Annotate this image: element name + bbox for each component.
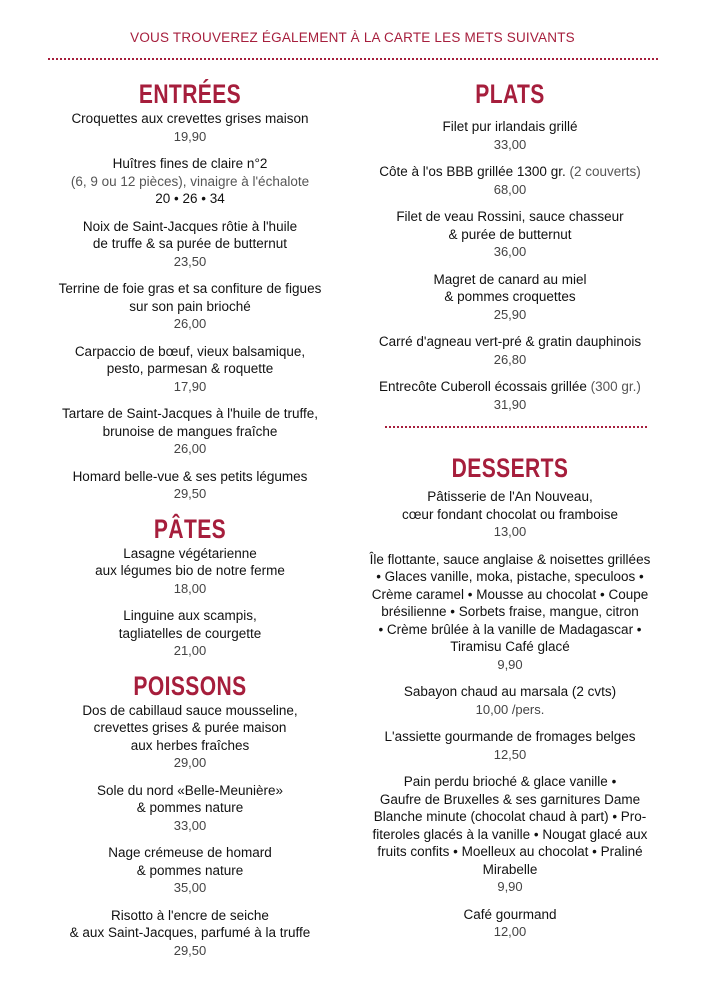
menu-item-text: & purée de butternut [448, 226, 572, 242]
menu-item-line [40, 844, 340, 862]
menu-item-text: pesto, parmesan & roquette [106, 361, 274, 376]
menu-item-line [355, 271, 665, 289]
menu-item-text: Linguine aux scampis, [123, 608, 257, 623]
menu-item-line [355, 861, 665, 879]
menu-item-text: brunoise de mangues fraîche [102, 423, 278, 439]
menu-item [40, 405, 340, 458]
menu-item-price: 31,90 [493, 396, 527, 412]
menu-item-line [40, 173, 340, 191]
menu-item-line [40, 235, 340, 253]
header-divider [48, 58, 658, 60]
menu-item-text: fiteroles glacés à la vanille • Nougat glacé aux [372, 826, 648, 842]
menu-item-price: 21,00 [173, 643, 207, 658]
menu-item-text: Noix de Saint-Jacques rôtie à l'huile [82, 218, 298, 234]
menu-item-line [40, 562, 340, 580]
menu-item-line [355, 118, 665, 136]
menu-item-line [40, 280, 340, 298]
menu-item-line [40, 625, 340, 643]
section-title-poissons: POISSONS [133, 670, 247, 701]
right-column-desserts [355, 452, 665, 951]
menu-item-price: 17,90 [173, 378, 207, 394]
menu-item [355, 683, 665, 718]
menu-item-price: 23,50 [173, 253, 207, 269]
menu-item-text: Lasagne végétarienne [123, 545, 257, 561]
menu-item-text: Côte à l'os BBB grillée 1300 gr. [379, 164, 566, 179]
menu-item-text: • Crème brûlée à la vanille de Madagascar • [378, 621, 642, 637]
menu-item [40, 782, 340, 835]
menu-item-line [40, 360, 340, 378]
menu-item-price: 9,90 [497, 656, 523, 672]
menu-item-price: 29,50 [173, 486, 207, 501]
menu-item-price: 25,90 [493, 306, 527, 322]
menu-item-text: Carré d'agneau vert-pré & gratin dauphinois [378, 334, 642, 349]
menu-item-text: cœur fondant chocolat ou framboise [401, 506, 619, 522]
menu-item-line [40, 737, 340, 755]
menu-item-portion: (2 couverts) [565, 164, 641, 179]
menu-item-text: Gaufre de Bruxelles & ses garnitures Dame [379, 791, 641, 807]
menu-item-text: brésilienne • Sorbets fraise, mangue, citron [381, 604, 639, 619]
menu-item-price: 19,90 [173, 128, 207, 144]
menu-item-price: 13,00 [493, 524, 527, 539]
menu-item [355, 378, 665, 413]
menu-item-text: Huîtres fines de claire n°2 [112, 156, 268, 171]
menu-item-line [355, 551, 665, 569]
menu-item [40, 218, 340, 271]
section-title-plats: PLATS [475, 79, 545, 109]
menu-item-price: 18,00 [173, 580, 207, 596]
menu-item-text: Café gourmand [463, 906, 557, 922]
menu-item-line [355, 506, 665, 524]
menu-item-line [40, 110, 340, 128]
menu-item-text: Île flottante, sauce anglaise & noisettes grillées [369, 551, 651, 567]
menu-item-text: crevettes grises & purée maison [93, 720, 287, 735]
menu-item-price: 26,80 [493, 351, 527, 367]
menu-item-line [355, 208, 665, 226]
menu-item-line [355, 638, 665, 656]
menu-item-line [355, 906, 665, 924]
menu-item [355, 163, 665, 198]
menu-item-text: Sole du nord «Belle-Meunière» [96, 782, 284, 798]
menu-item [40, 702, 340, 772]
menu-item-price: 29,50 [173, 942, 207, 958]
menu-item-text: • Glaces vanille, moka, pistache, speculoos • [376, 569, 644, 584]
menu-item-line [355, 288, 665, 306]
menu-item-line [355, 843, 665, 861]
menu-item-text: tagliatelles de courgette [118, 625, 262, 641]
menu-item-text: Carpaccio de bœuf, vieux balsamique, [74, 343, 306, 359]
menu-item-line [355, 728, 665, 746]
menu-item-line [40, 155, 340, 173]
menu-item-text: & pommes nature [136, 800, 244, 815]
menu-item-line [40, 423, 340, 441]
menu-item-line [40, 190, 340, 208]
menu-item [40, 155, 340, 208]
menu-item-text: Terrine de foie gras et sa confiture de figues [58, 281, 322, 296]
menu-item-line [40, 862, 340, 880]
menu-item-price: 26,00 [173, 441, 207, 456]
menu-item-text: Sabayon chaud au marsala (2 cvts) [403, 684, 617, 699]
menu-item-text: de truffe & sa purée de butternut [92, 236, 288, 251]
menu-item-text: Dos de cabillaud sauce mousseline, [82, 702, 298, 718]
section-title-entrees: ENTRÉES [138, 79, 242, 109]
menu-item-text: Nage crémeuse de homard [108, 845, 272, 860]
menu-item-line [40, 545, 340, 563]
menu-item [355, 551, 665, 674]
menu-item-line [40, 405, 340, 423]
menu-item-text: Entrecôte Cuberoll écossais grillée [379, 379, 587, 394]
menu-item-text: Mirabelle [482, 861, 538, 877]
menu-item-text: Croquettes aux crevettes grises maison [71, 111, 309, 126]
menu-item [355, 333, 665, 368]
menu-item-line [355, 488, 665, 506]
menu-item-line [40, 343, 340, 361]
menu-item [40, 280, 340, 333]
menu-item-price: 12,00 [493, 924, 527, 939]
menu-item-text: & pommes nature [136, 862, 244, 878]
menu-item [355, 773, 665, 896]
menu-item-text: aux légumes bio de notre ferme [95, 563, 285, 578]
menu-item-text: (6, 9 ou 12 pièces), vinaigre à l'échalote [70, 173, 310, 189]
menu-item [355, 271, 665, 324]
left-column [40, 78, 340, 969]
menu-item [355, 728, 665, 763]
menu-item-text: Blanche minute (chocolat chaud à part) • Pro- [373, 809, 647, 824]
menu-item-price: 12,50 [493, 746, 527, 762]
menu-item [40, 110, 340, 145]
menu-item-price: 36,00 [493, 244, 527, 259]
menu-item [355, 118, 665, 153]
menu-item-line [355, 808, 665, 826]
menu-item-text: Crème caramel • Mousse au chocolat • Coupe [371, 586, 649, 602]
menu-item [40, 607, 340, 660]
menu-item-price: 26,00 [173, 316, 207, 331]
menu-item-text: fruits confits • Moelleux au chocolat • Praliné [377, 844, 643, 859]
menu-item-line [40, 907, 340, 925]
menu-item-line [40, 782, 340, 800]
menu-item [40, 844, 340, 897]
menu-item [355, 488, 665, 541]
menu-item-text: Homard belle-vue & ses petits légumes [72, 468, 308, 484]
menu-item-line [40, 702, 340, 720]
menu-item [355, 208, 665, 261]
menu-item-portion: (300 gr.) [586, 379, 641, 394]
menu-item-line [355, 333, 665, 351]
menu-item-text: & aux Saint-Jacques, parfumé à la truffe [69, 925, 311, 940]
menu-item-text: Filet de veau Rossini, sauce chasseur [396, 209, 624, 224]
menu-item-line [40, 924, 340, 942]
menu-item-text: 20 • 26 • 34 [155, 191, 225, 206]
menu-item-line [355, 683, 665, 701]
menu-item-line [355, 826, 665, 844]
menu-item-line [355, 586, 665, 604]
menu-item-line [40, 799, 340, 817]
page-header: VOUS TROUVEREZ ÉGALEMENT À LA CARTE LES METS SUIVANTS [130, 30, 575, 45]
right-column-plats [355, 78, 665, 423]
section-title-desserts: DESSERTS [451, 453, 569, 483]
menu-item [40, 545, 340, 598]
menu-item-text: sur son pain brioché [129, 298, 251, 314]
menu-item-line [355, 791, 665, 809]
menu-item [355, 906, 665, 941]
menu-item-price: 29,00 [173, 755, 207, 770]
plats-desserts-divider [385, 426, 647, 428]
menu-item-price: 68,00 [493, 181, 527, 197]
menu-item-price: 35,00 [173, 880, 207, 895]
menu-item-line [40, 298, 340, 316]
menu-item-text: & pommes croquettes [444, 289, 576, 304]
menu-item-line [355, 621, 665, 639]
menu-item-line [355, 603, 665, 621]
menu-item-text: Magret de canard au miel [433, 271, 587, 287]
menu-item-line [355, 226, 665, 244]
menu-item-line [355, 568, 665, 586]
menu-item-price: 33,00 [493, 136, 527, 152]
menu-item-price: 33,00 [173, 817, 207, 833]
menu-item-line [355, 773, 665, 791]
menu-item-line [355, 163, 665, 181]
menu-item-line [355, 378, 665, 396]
menu-item-line [40, 719, 340, 737]
menu-item-line [40, 468, 340, 486]
menu-item-text: Tartare de Saint-Jacques à l'huile de truffe, [62, 406, 318, 421]
section-title-pates: PÂTES [153, 513, 227, 544]
menu-item [40, 907, 340, 960]
menu-item-line [40, 218, 340, 236]
menu-item-line [40, 607, 340, 625]
menu-item-price: 9,90 [497, 879, 523, 894]
menu-item [40, 468, 340, 503]
menu-item-text: aux herbes fraîches [130, 737, 250, 753]
menu-item-text: Tiramisu Café glacé [450, 639, 570, 654]
menu-item-text: Pâtisserie de l'An Nouveau, [427, 489, 593, 504]
menu-item-price: 10,00 /pers. [475, 701, 545, 717]
menu-item-text: Filet pur irlandais grillé [442, 119, 578, 134]
menu-item-text: L'assiette gourmande de fromages belges [384, 729, 636, 744]
menu-item-text: Pain perdu brioché & glace vanille • [403, 774, 617, 789]
menu-item [40, 343, 340, 396]
menu-item-text: Risotto à l'encre de seiche [111, 907, 269, 923]
